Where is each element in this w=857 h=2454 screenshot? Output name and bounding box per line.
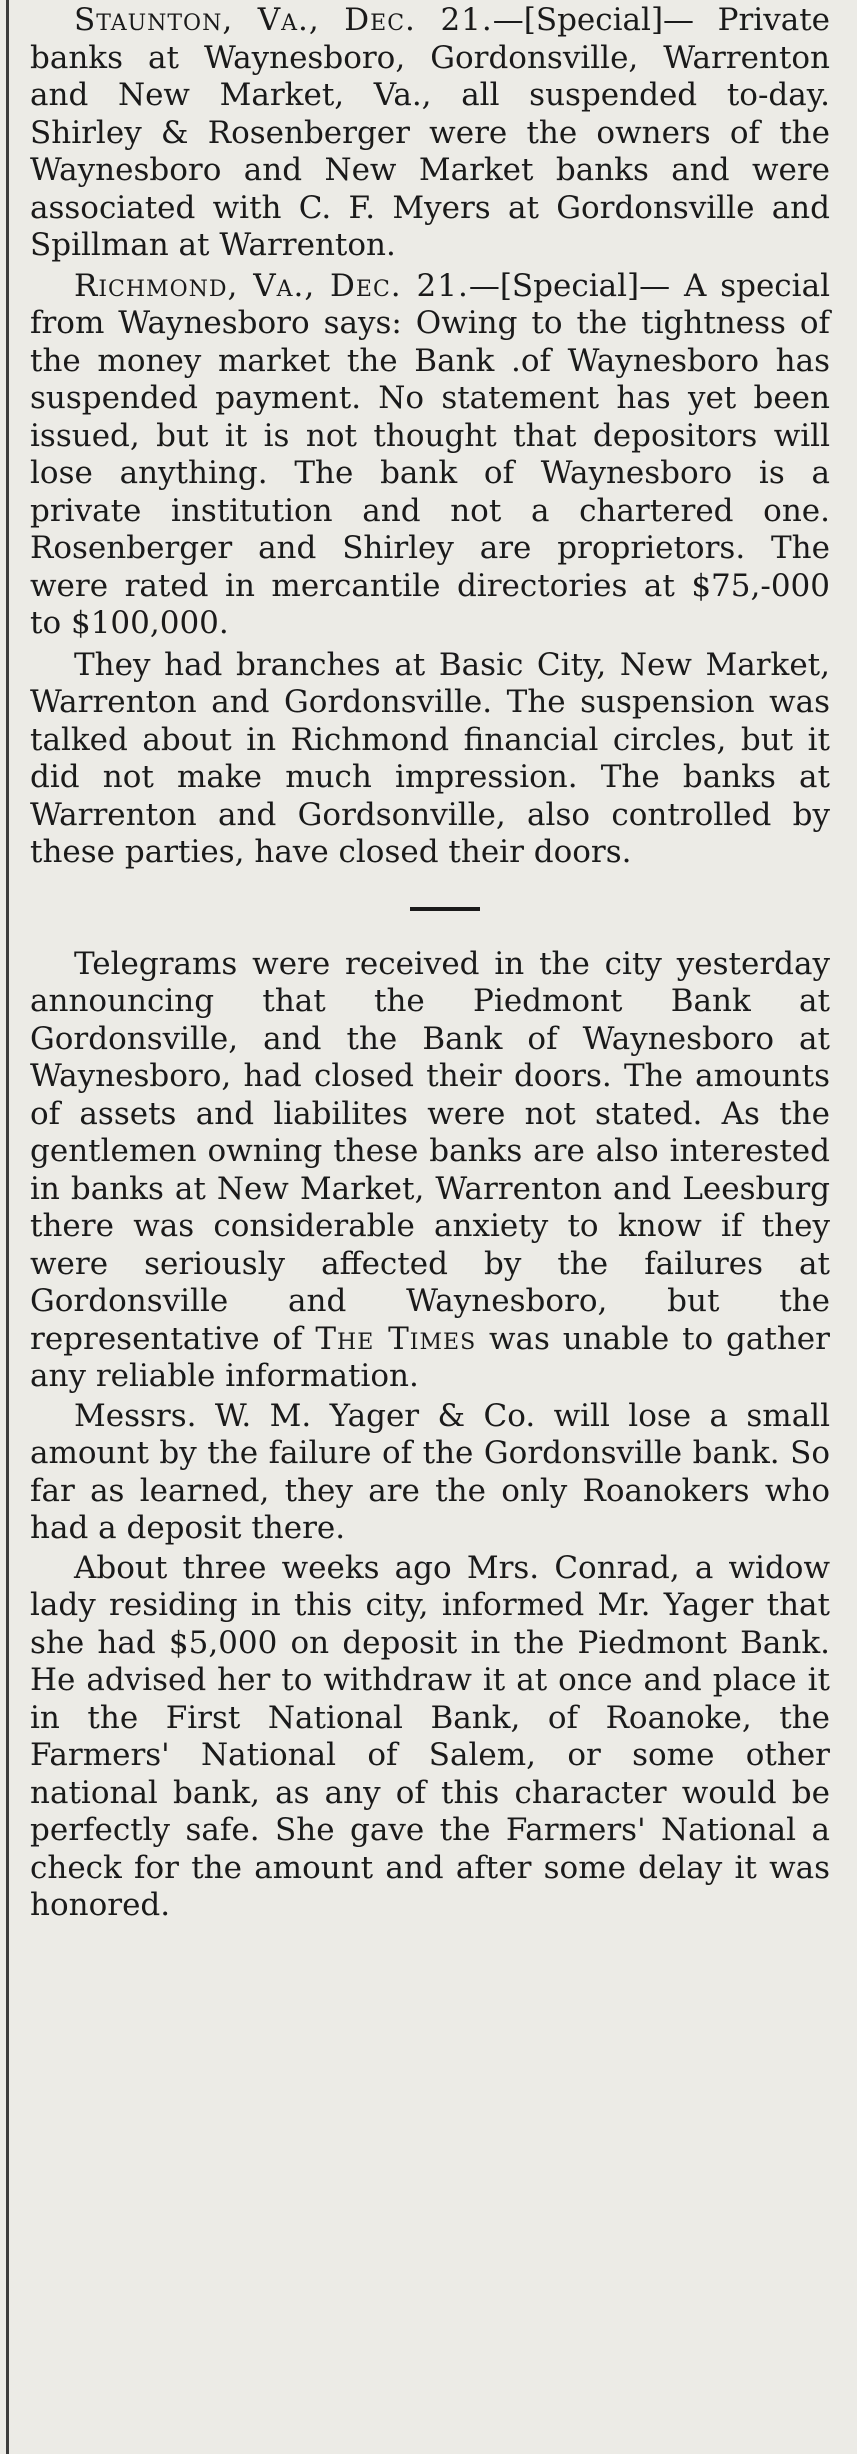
newspaper-name: The Times [315, 1320, 477, 1357]
telegrams-body-start: Telegrams were received in the city yesterday announcing that the Piedmont Bank at Gordonsville, and the Bank of Waynesboro at Waynesboro, had closed their doors. The amounts of assets and liabilites were not stated. As the gentlemen owning these banks are also interested in banks at New Market, Warrenton and Leesburg there was considerable anxiety to know if they were seriously affected by the failures at Gordonsville and Waynesboro, but the representative of [30, 945, 830, 1357]
telegrams-paragraph [30, 946, 830, 1396]
dateline-richmond: Richmond, Va., Dec. 21. [74, 267, 469, 304]
section-divider [410, 907, 480, 911]
richmond-paragraph [30, 268, 830, 643]
special-marker: —[Special]— [468, 267, 671, 304]
branches-body: They had branches at Basic City, New Market, Warrenton and Gordonsville. The suspension was talked about in Richmond financial circles, but it did not make much impression. The banks at Warrenton and Gordsonville, also controlled by these parties, have closed their doors. [30, 646, 830, 870]
branches-paragraph [30, 647, 830, 872]
special-marker: —[Special]— [492, 2, 695, 38]
conrad-paragraph [30, 1550, 830, 1925]
column-rule [6, 0, 9, 2454]
article-column [30, 0, 830, 1925]
yager-paragraph [30, 1398, 830, 1548]
telegrams-body-end: was unable to gather any reliable information. [30, 1320, 830, 1394]
conrad-body: About three weeks ago Mrs. Conrad, a widow lady residing in this city, informed Mr. Yager that she had $5,000 on deposit in the Piedmont Bank. He advised her to withdraw it at once and place it in the First National Bank, of Roanoke, the Farmers' National of Salem, or some other national bank, as any of this character would be perfectly safe. She gave the Farmers' National a check for the amount and after some delay it was honored. [30, 1549, 830, 1923]
richmond-body: A special from Waynesboro says: Owing to the tightness of the money market the Bank .of Waynesboro has suspended payment. No statement has yet been issued, but it is not thought that depositors will lose anything. The bank of Waynesboro is a private institution and not a chartered one. Rosenberger and Shirley are proprietors. The were rated in mercantile directories at $75,-000 to $100,000. [30, 267, 830, 641]
yager-body: Messrs. W. M. Yager & Co. will lose a small amount by the failure of the Gordonsville bank. So far as learned, they are the only Roanokers who had a deposit there. [30, 1397, 830, 1546]
dateline-staunton: Staunton, Va., Dec. 21. [74, 2, 493, 38]
staunton-paragraph [30, 2, 830, 265]
staunton-body: Private banks at Waynesboro, Gordonsville, Warrenton and New Market, Va., all suspended to-day. Shirley & Rosenberger were the owners of the Waynesboro and New Market banks and were associated with C. F. Myers at Gordonsville and Spillman at Warrenton. [30, 2, 830, 263]
